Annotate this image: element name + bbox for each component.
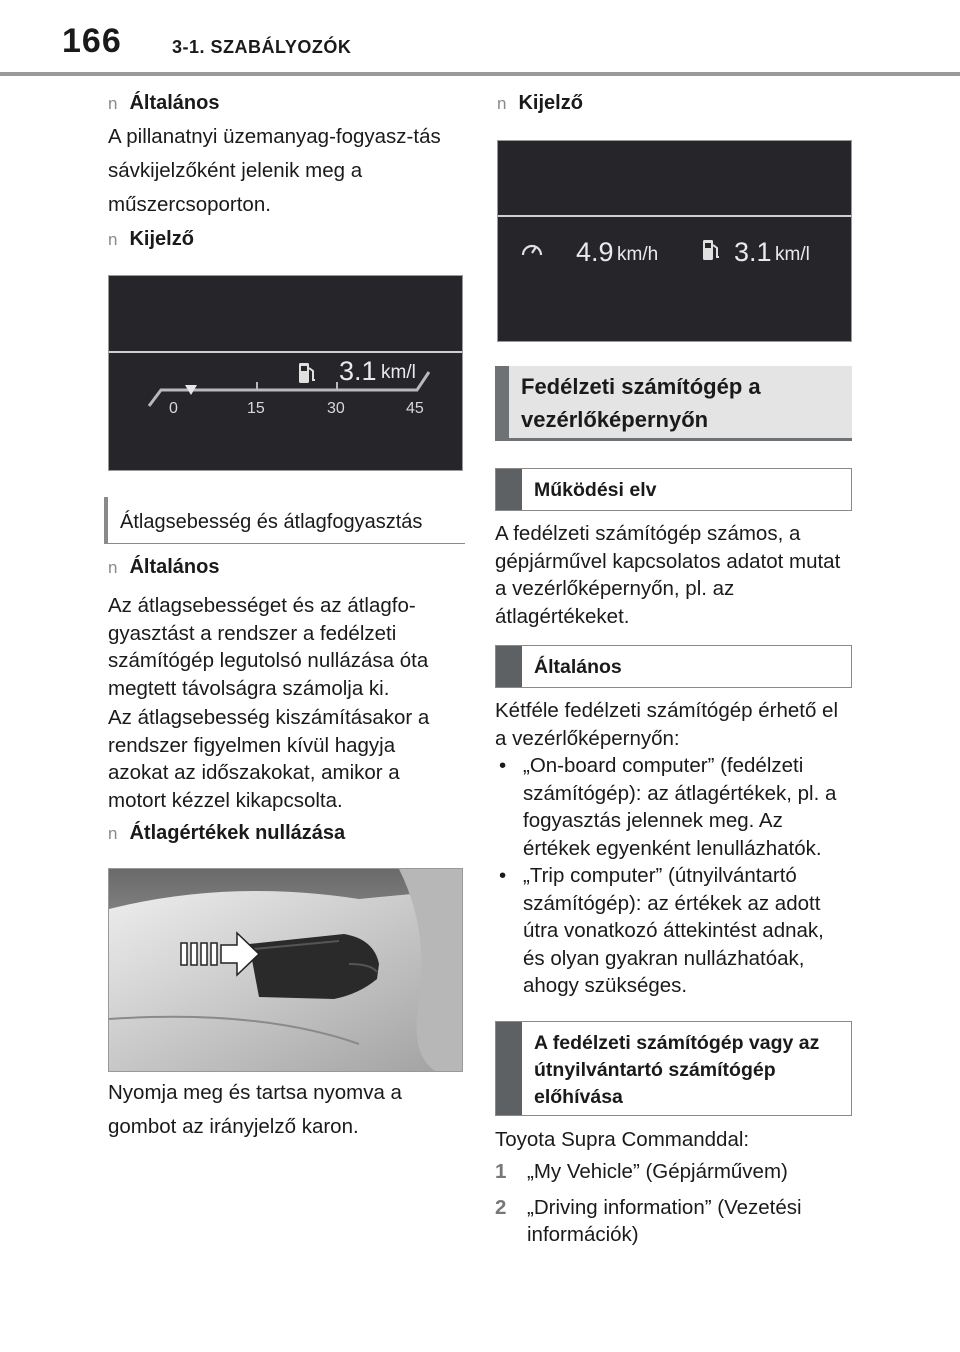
fuel-pump-icon bbox=[701, 237, 721, 263]
list-item: • „Trip computer” (útnyilvántartó számítógép): az értékek az adott útra vonatkozó áttekintést adnak, és olyan gyakran nullázhatóak, ahogy szükséges. bbox=[499, 864, 824, 997]
step-item: 1 „My Vehicle” (Gépjárművem) bbox=[495, 1160, 788, 1183]
subheading-general-label: Általános bbox=[534, 656, 622, 678]
scale-tick: 0 bbox=[169, 400, 178, 417]
heading-bar bbox=[496, 1022, 522, 1115]
heading-bullet: n bbox=[497, 94, 507, 113]
right-heading-display: n Kijelző bbox=[497, 92, 583, 114]
left-heading-display: n Kijelző bbox=[108, 228, 194, 250]
heading-bullet: n bbox=[108, 824, 118, 843]
fuel-bar-display bbox=[108, 275, 463, 471]
left-heading-reset: n Átlagértékek nullázása bbox=[108, 822, 346, 844]
display1-fuel-unit: km/l bbox=[381, 362, 416, 383]
display2-fuel-value: 3.1 bbox=[734, 237, 772, 267]
speed-fuel-display bbox=[497, 140, 852, 342]
principle-text: A fedélzeti számítógép számos, a gépjárművel kapcsolatos adatot mutat a vezérlőképernyőn, pl. az átlagértékeket. bbox=[495, 522, 841, 628]
display-divider bbox=[498, 215, 851, 217]
header-rule bbox=[0, 72, 960, 76]
heading-bullet: n bbox=[108, 558, 118, 577]
display2-speed-value: 4.9 bbox=[576, 237, 614, 267]
turn-signal-lever-illustration bbox=[108, 868, 463, 1072]
left-general-text: A pillanatnyi üzemanyag-fogyasz-tás sávkijelzőként jelenik meg a műszercsoporton. bbox=[108, 125, 441, 216]
call-up-text: Toyota Supra Commanddal: bbox=[495, 1128, 750, 1151]
display1-fuel-value: 3.1 bbox=[339, 356, 377, 386]
display2-fuel-unit: km/l bbox=[775, 244, 810, 265]
list-item: • „On-board computer” (fedélzeti számítógép): az átlagértékek, pl. a fogyasztás jelennek meg. Az értékek egyenként lenullázhatók. bbox=[499, 754, 837, 860]
heading-bullet: n bbox=[108, 230, 118, 249]
heading-bar bbox=[496, 646, 522, 687]
general-text bbox=[495, 697, 850, 1000]
fuel-pump-icon bbox=[297, 360, 317, 386]
heading-bullet: n bbox=[108, 94, 118, 113]
scale-tick: 15 bbox=[247, 400, 265, 417]
subheading-general bbox=[495, 645, 852, 688]
heading-bar bbox=[496, 469, 522, 510]
speedometer-icon bbox=[520, 239, 544, 259]
scale-tick: 45 bbox=[406, 400, 424, 417]
section-heading-onboard-computer: Fedélzeti számítógép a vezérlőképernyőn bbox=[495, 366, 852, 441]
left-heading-general-2: n Általános bbox=[108, 556, 220, 578]
subheading-principle bbox=[495, 468, 852, 511]
call-up-steps bbox=[495, 1158, 850, 1257]
display2-speed-unit: km/h bbox=[617, 244, 659, 265]
lever-drawing bbox=[109, 869, 463, 1072]
left-general-2-p2: Az átlagsebesség kiszámításakor a rendszer figyelmen kívül hagyja azokat az időszakokat, amikor a motort kézzel kikapcsolta. bbox=[108, 706, 430, 812]
chapter-title: 3-1. SZABÁLYOZÓK bbox=[172, 37, 352, 57]
subheading-call-up bbox=[495, 1021, 852, 1116]
computer-types-list bbox=[495, 752, 850, 1000]
step-item: 2 „Driving information” (Vezetési információk) bbox=[495, 1195, 802, 1246]
left-general-2-p1: Az átlagsebességet és az átlagfo-gyasztást a rendszer a fedélzeti számítógép legutolsó nullázása óta megtett távolságra számolja ki. bbox=[108, 594, 429, 700]
general-intro: Kétféle fedélzeti számítógép érhető el a vezérlőképernyőn: bbox=[495, 699, 839, 750]
scale-tick: 30 bbox=[327, 400, 345, 417]
subheading-principle-label: Működési elv bbox=[534, 479, 657, 501]
subheading-call-up-label: A fedélzeti számítógép vagy az útnyilvántartó számítógép előhívása bbox=[534, 1032, 820, 1108]
left-reset-text: Nyomja meg és tartsa nyomva a gombot az irányjelző karon. bbox=[108, 1081, 402, 1138]
left-heading-general-1: n Általános bbox=[108, 92, 220, 114]
page-number: 166 bbox=[62, 22, 122, 60]
display-caption: Átlagsebesség és átlagfogyasztás bbox=[104, 497, 465, 544]
